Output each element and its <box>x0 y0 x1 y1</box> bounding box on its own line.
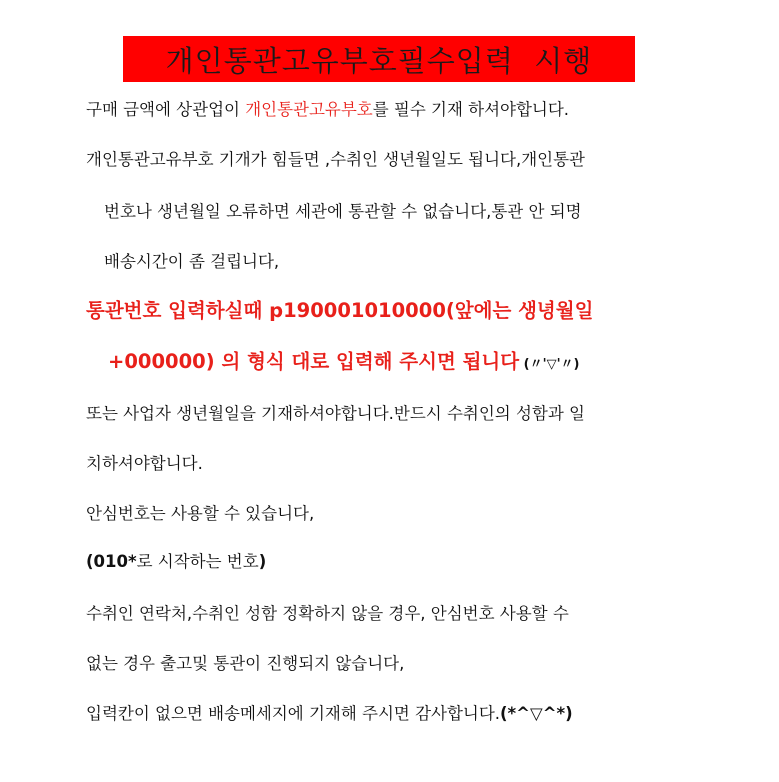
banner-title: 개인통관고유부호필수입력 시행 <box>165 43 593 78</box>
safe-number-close: ) <box>258 552 267 571</box>
notice-line-2: 개인통관고유부호 기개가 힘들면 ,수취인 생년월일도 됩니다,개인통관 <box>86 150 585 169</box>
thanks-emoticon: (*^▽^*) <box>500 704 573 723</box>
notice-line-4: 배송시간이 좀 걸립니다, <box>104 252 280 271</box>
notice-line-8: 치하셔야합니다. <box>86 454 203 473</box>
input-format-line-1: 통관번호 입력하실때 p190001010000(앞에는 생녕월일 <box>86 299 594 322</box>
safe-number-desc: 로 시작하는 번호 <box>136 552 259 571</box>
smile-emoticon: (〃'▽'〃) <box>519 357 580 372</box>
notice-line-11: 수취인 연락처,수취인 성함 정확하지 않을 경우, 안심번호 사용할 수 <box>86 604 569 623</box>
notice-line-13 <box>86 703 573 725</box>
notice-line-7: 또는 사업자 생년월일을 기재하셔야합니다.반드시 수취인의 성함과 일 <box>86 404 585 423</box>
safe-number-prefix: (010* <box>86 552 137 571</box>
notice-line-10 <box>86 551 266 573</box>
input-format-line-2 <box>108 349 580 378</box>
notice-line-1-prefix: 구매 금액에 상관업이 <box>86 100 246 119</box>
notice-line-3: 번호나 생년월일 오류하면 세관에 통관할 수 없습니다,통관 안 되명 <box>104 202 582 221</box>
input-format-text: +000000) 의 형식 대로 입력해 주시면 됩니다 <box>108 350 520 373</box>
notice-line-13-text: 입력칸이 없으면 배송메세지에 기재해 주시면 감사합니다. <box>86 704 501 723</box>
title-banner <box>123 36 635 82</box>
notice-line-1-suffix: 를 필수 기재 하셔야합니다. <box>372 100 570 119</box>
notice-line-9: 안심번호는 사용할 수 있습니다, <box>86 504 315 523</box>
notice-line-12: 없는 경우 출고및 통관이 진행되지 않습니다, <box>86 654 405 673</box>
customs-code-highlight: 개인통관고유부호 <box>245 100 373 119</box>
notice-line-1 <box>86 99 569 121</box>
